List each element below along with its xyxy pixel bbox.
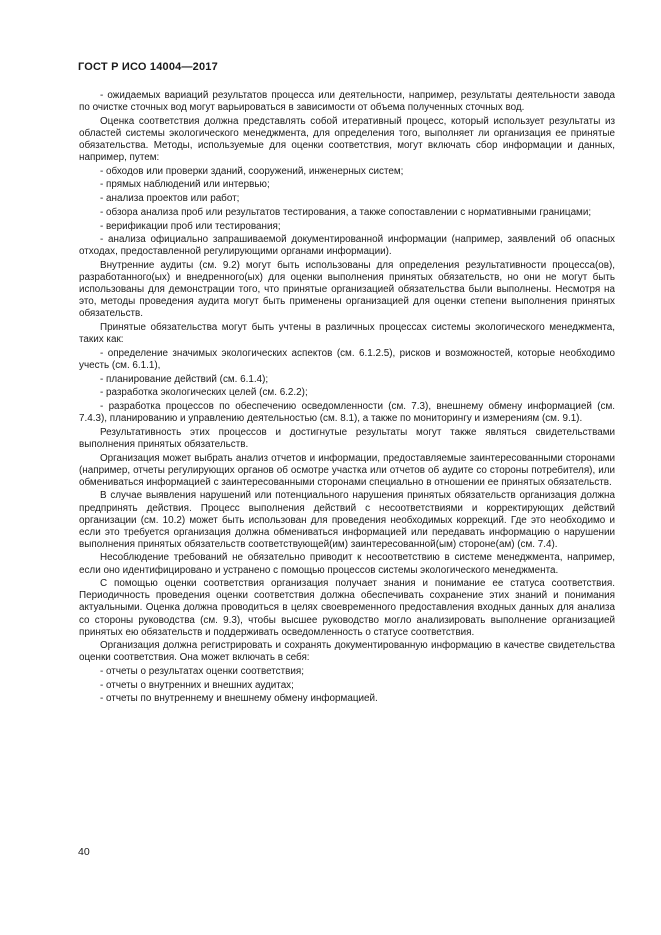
list-item: - анализа официально запрашиваемой документированной информации (например, заявлений об опасных отходах, предоставленной регулирующими органами информации). <box>79 234 615 258</box>
paragraph: Принятые обязательства могут быть учтены в различных процессах системы экологического менеджмента, таких как: <box>79 322 615 346</box>
list-item: - отчеты о результатах оценки соответствия; <box>100 666 304 678</box>
page-number: 40 <box>78 846 90 858</box>
list-item: - обзора анализа проб или результатов тестирования, а также сопоставлении с нормативными границами; <box>100 206 592 218</box>
list-item: - прямых наблюдений или интервью; <box>100 179 270 191</box>
list-item: - отчеты о внутренних и внешних аудитах; <box>100 679 294 691</box>
paragraph: С помощью оценки соответствия организация получает знания и понимание ее статуса соответствия. Периодичность проведения оценки соответствия должна обеспечивать сохранение этих знаний и понимания актуальными. Оценка должна проводиться в целях своевременного предоставления входных данных для анализа со стороны руководства (см. 9.3), чтобы высшее руководство могло анализировать выполнение организацией принятых ею обязательств и поддерживать осведомленность о статусе соответствия. <box>79 578 615 638</box>
list-item: - анализа проектов или работ; <box>100 193 240 205</box>
paragraph: Оценка соответствия должна представлять собой итеративный процесс, который использует результаты из областей системы экологического менеджмента, для определения того, выполняет ли организация ее принятые обязательства. Методы, используемые для оценки соответствия, могут включать сбор информации и данных, например, путем: <box>79 115 615 164</box>
paragraph: В случае выявления нарушений или потенциального нарушения принятых обязательств организация должна предпринять действия. Процесс выполнения действий с несоответствиями и корректирующих действий организации (см. 10.2) может быть использован для проведения необходимых коррекций. Где это необходимо и если это требуется организация должна обмениваться информацией или передавать информацию о нарушении выполнения принятых обязательств соответствующей(им) заинтересованной(ым) стороне(ам) (см. 7.4). <box>79 490 615 550</box>
list-item: - верификации проб или тестирования; <box>100 220 281 232</box>
document-body <box>79 90 615 707</box>
paragraph: - ожидаемых вариаций результатов процесса или деятельности, например, результаты деятельности завода по очистке сточных вод могут варьироваться в зависимости от объема полученных сточных вод. <box>79 90 615 114</box>
document-header: ГОСТ Р ИСО 14004—2017 <box>78 61 218 73</box>
paragraph: Организация должна регистрировать и сохранять документированную информацию в качестве свидетельства оценки соответствия. Она может включать в себя: <box>79 640 615 664</box>
list-item: - разработка экологических целей (см. 6.2.2); <box>100 387 308 399</box>
paragraph: Внутренние аудиты (см. 9.2) могут быть использованы для определения результативности процесса(ов), разработанного(ых) и внедренного(ых) для оценки выполнения принятых обязательств, но они не могут быть использованы для демонстрации того, что принятые организацией обязательства были выполнены. Несмотря на это, методы проведения аудита могут быть применены организацией для оценки степени выполнения принятых обязательств. <box>79 259 615 320</box>
paragraph: Организация может выбрать анализ отчетов и информации, предоставляемые заинтересованными сторонами (например, отчеты регулирующих органов об осмотре участка или отчетов об аудите со стороны потребителя), или обмениваться информацией с заинтересованными сторонами специально в отношении ее принятых обязательств. <box>79 452 615 488</box>
list-item: - обходов или проверки зданий, сооружений, инженерных систем; <box>100 165 404 177</box>
list-item: - определение значимых экологических аспектов (см. 6.1.2.5), рисков и возможностей, которые необходимо учесть (см. 6.1.1), <box>79 347 615 371</box>
paragraph: Результативность этих процессов и достигнутые результаты могут также являться свидетельствами выполнения принятых обязательств. <box>79 426 615 450</box>
list-item: - планирование действий (см. 6.1.4); <box>100 373 269 385</box>
paragraph: Несоблюдение требований не обязательно приводит к несоответствию в системе менеджмента, например, если оно идентифицировано и устранено с помощью процессов системы экологического менеджмента. <box>79 552 615 576</box>
list-item: - разработка процессов по обеспечению осведомленности (см. 7.3), внешнему обмену информацией (см. 7.4.3), планированию и управлению деятельностью (см. 8.1), а также по мониторингу и измерениям (см. 9.1). <box>79 400 615 425</box>
list-item: - отчеты по внутреннему и внешнему обмену информацией. <box>100 693 378 705</box>
